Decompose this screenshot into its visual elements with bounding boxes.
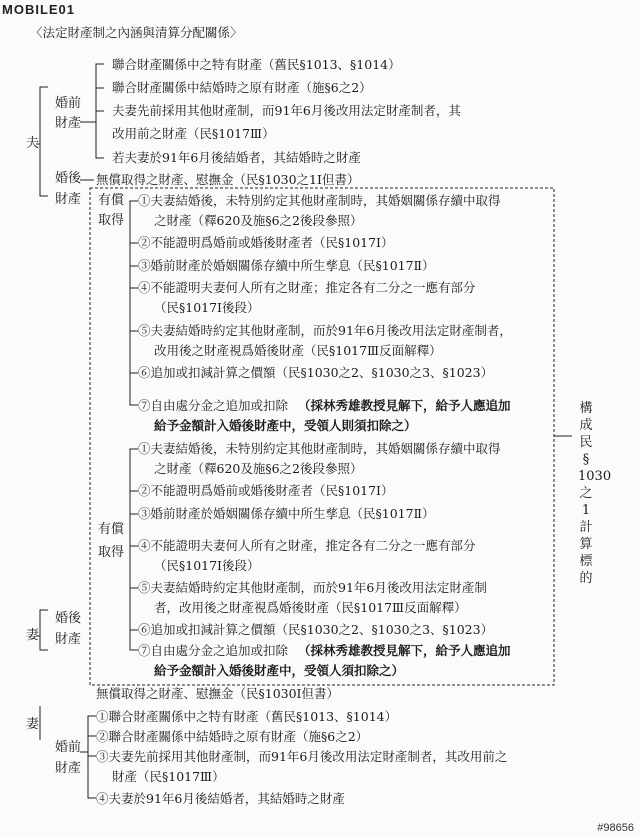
husband-premarital-label-1: 婚前 — [55, 96, 82, 111]
husband-label: 夫 — [26, 136, 40, 151]
wife-paid-item: （民§1017Ⅰ後段） — [154, 558, 260, 573]
page-title: 〈法定財產制之內涵與清算分配關係〉 — [30, 25, 243, 40]
husband-paid-label-1: 有償 — [98, 193, 125, 208]
wife-premarital-label-1: 婚前 — [55, 740, 82, 755]
husband-postmarital-label-1: 婚後 — [55, 171, 82, 186]
husband-paid-item: 之財產（釋620及施§6之2後段參照） — [154, 213, 363, 228]
husband-premarital-item: 聯合財產關係中之特有財產（舊民§1013、§1014） — [112, 57, 401, 72]
wife-postmarital-label-1: 婚後 — [55, 611, 82, 626]
wife-paid-item: ③婚前財產於婚姻關係存續中所生孳息（民§1017Ⅱ） — [138, 506, 435, 521]
wife-premarital-label-2: 財產 — [55, 761, 82, 776]
wife-postmarital-label-2: 財產 — [55, 632, 82, 647]
husband-paid-item: ④不能證明夫妻何人所有之財產；推定各有二分之一應有部分 — [138, 280, 476, 295]
husband-premarital-label-2: 財產 — [55, 116, 82, 131]
wife-paid-item: ⑤夫妻結婚時約定其他財產制，而於91年6月後改用法定財產制 — [138, 580, 487, 595]
wife-gratuitous: 無償取得之財產、慰撫金（民§1030Ⅰ但書） — [96, 686, 339, 701]
husband-paid-item: ②不能證明爲婚前或婚後財產者（民§1017Ⅰ） — [138, 235, 394, 250]
calculation-target-note: 構 成 民 § 1030 之 1 計 算 標 的 — [578, 401, 612, 586]
husband-paid-item: ③婚前財產於婚姻關係存續中所生孳息（民§1017Ⅱ） — [138, 258, 435, 273]
husband-premarital-item: 若夫妻於91年6月後結婚者，其結婚時之財產 — [112, 150, 361, 165]
wife-premarital-item: ①聯合財產關係中之特有財產（舊民§1013、§1014） — [96, 709, 398, 724]
wife-paid-note: （採林秀雄教授見解下，給予人應追加 — [298, 643, 511, 658]
husband-paid-item: ⑤夫妻結婚時約定其他財產制，而於91年6月後改用法定財產制者， — [138, 323, 512, 338]
husband-gratuitous: 無償取得之財產、慰撫金（民§1030之1Ⅰ但書） — [96, 172, 360, 187]
husband-premarital-item: 夫妻先前採用其他財產制，而91年6月後改用法定財產制者，其 — [112, 103, 461, 118]
wife-label-bottom: 妻 — [26, 717, 40, 732]
watermark: #98656 — [597, 822, 634, 834]
husband-paid-item: ⑦自由處分金之追加或扣除 — [138, 398, 289, 413]
wife-paid-label-1: 有償 — [98, 522, 125, 537]
wife-paid-item: ⑦自由處分金之追加或扣除 — [138, 643, 289, 658]
wife-premarital-item: ②聯合財產關係中結婚時之原有財產（施§6之2） — [96, 729, 369, 744]
husband-premarital-item: 聯合財產關係中結婚時之原有財產（施§6之2） — [112, 80, 372, 95]
wife-label-top: 妻 — [26, 628, 40, 643]
wife-paid-item: ⑥追加或扣減計算之價額（民§1030之2、§1030之3、§1023） — [138, 622, 494, 637]
husband-paid-item: 改用後之財產視爲婚後財產（民§1017Ⅲ反面解釋） — [154, 343, 442, 358]
husband-paid-note: （採林秀雄教授見解下，給予人應追加 — [298, 398, 511, 413]
wife-paid-item: 者，改用後之財產視爲婚後財產（民§1017Ⅲ反面解釋） — [154, 600, 467, 615]
husband-paid-label-2: 取得 — [98, 213, 125, 228]
wife-premarital-item: ③夫妻先前採用其他財產制，而91年6月後改用法定財產制者，其改用前之 — [96, 749, 508, 764]
wife-paid-note: 給予金額計入婚後財產中，受領人須扣除之） — [154, 663, 405, 678]
husband-paid-item: （民§1017Ⅰ後段） — [154, 300, 260, 315]
wife-paid-item: ④不能證明夫妻何人所有之財產，推定各有二分之一應有部分 — [138, 538, 476, 553]
wife-paid-item: ②不能證明爲婚前或婚後財產者（民§1017Ⅰ） — [138, 483, 394, 498]
husband-paid-note: 給予金額計入婚後財產中，受領人則須扣除之） — [154, 418, 417, 433]
wife-paid-item: ①夫妻結婚後，未特別約定其他財產制時，其婚姻關係存續中取得 — [138, 441, 501, 456]
husband-paid-item: ①夫妻結婚後，未特別約定其他財產制時，其婚姻關係存續中取得 — [138, 193, 501, 208]
wife-premarital-item: ④夫妻於91年6月後結婚者，其結婚時之財產 — [96, 791, 345, 806]
husband-premarital-item: 改用前之財產（民§1017Ⅲ） — [112, 126, 275, 141]
wife-paid-item: 之財產（釋620及施§6之2後段參照） — [154, 461, 363, 476]
husband-paid-item: ⑥追加或扣減計算之價額（民§1030之2、§1030之3、§1023） — [138, 365, 494, 380]
husband-postmarital-label-2: 財產 — [55, 192, 82, 207]
wife-premarital-item: 財產（民§1017Ⅲ） — [112, 769, 225, 784]
brand-logo: MOBILE01 — [2, 2, 76, 17]
wife-paid-label-2: 取得 — [98, 545, 125, 560]
